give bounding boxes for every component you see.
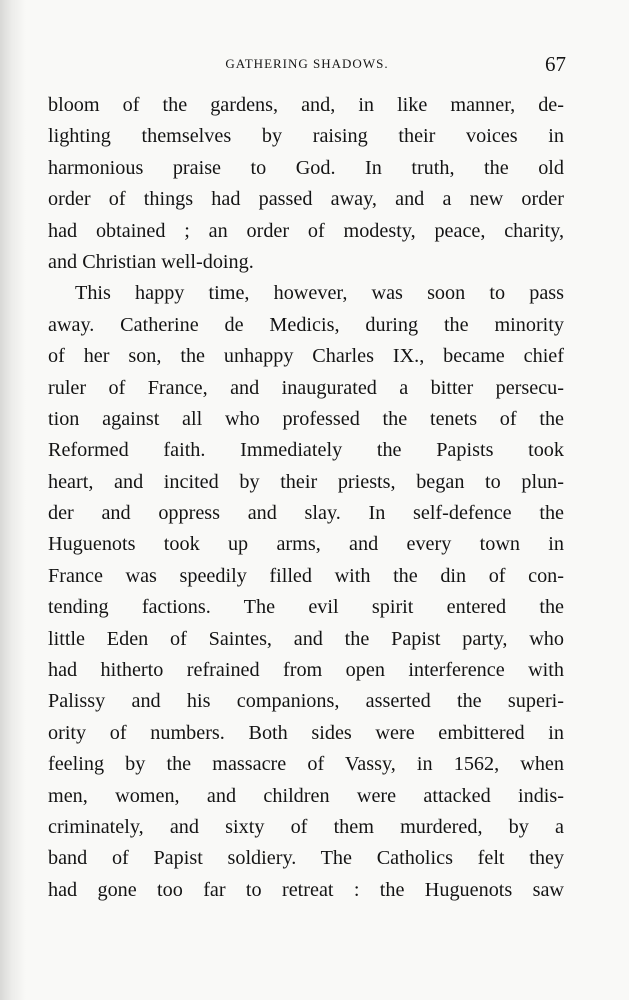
- text-line: tion against all who professed the tenets of the: [48, 407, 564, 430]
- page-number: 67: [545, 52, 566, 76]
- text-line: band of Papist soldiery. The Catholics felt they: [48, 847, 564, 870]
- text-line: France was speedily filled with the din of con-: [48, 564, 564, 587]
- paragraph-1: [48, 90, 564, 278]
- text-line: of her son, the unhappy Charles IX., became chief: [48, 345, 564, 368]
- text-line: heart, and incited by their priests, began to plun-: [48, 470, 564, 493]
- paragraph-2: [48, 278, 564, 906]
- text-line: men, women, and children were attacked indis-: [48, 784, 564, 807]
- text-line: order of things had passed away, and a new order: [48, 188, 564, 211]
- text-line: ority of numbers. Both sides were embittered in: [48, 721, 564, 744]
- text-line: Reformed faith. Immediately the Papists took: [48, 439, 564, 462]
- text-line: had obtained ; an order of modesty, peace, charity,: [48, 219, 564, 242]
- text-line: der and oppress and slay. In self-defence the: [48, 502, 564, 525]
- text-line: ruler of France, and inaugurated a bitter persecu-: [48, 376, 564, 399]
- text-line: little Eden of Saintes, and the Papist party, who: [48, 627, 564, 650]
- text-line: had hitherto refrained from open interference with: [48, 659, 564, 682]
- text-line: This happy time, however, was soon to pass: [75, 282, 564, 305]
- running-head: [48, 52, 566, 78]
- text-line: Huguenots took up arms, and every town in: [48, 533, 564, 556]
- text-line: feeling by the massacre of Vassy, in 1562, when: [48, 753, 564, 776]
- body-text: [48, 90, 564, 906]
- text-line: lighting themselves by raising their voices in: [48, 125, 564, 148]
- text-line: and Christian well-doing.: [48, 250, 254, 273]
- text-line: had gone too far to retreat : the Huguenots saw: [48, 878, 564, 901]
- text-line: tending factions. The evil spirit entered the: [48, 596, 564, 619]
- text-line: bloom of the gardens, and, in like manner, de-: [48, 94, 564, 116]
- gutter-shadow: [0, 0, 26, 1000]
- text-line: harmonious praise to God. In truth, the old: [48, 156, 564, 179]
- text-line: criminately, and sixty of them murdered, by a: [48, 815, 564, 838]
- text-line: away. Catherine de Medicis, during the minority: [48, 313, 564, 336]
- text-line: Palissy and his companions, asserted the superi-: [48, 690, 564, 713]
- running-title: GATHERING SHADOWS.: [225, 56, 389, 71]
